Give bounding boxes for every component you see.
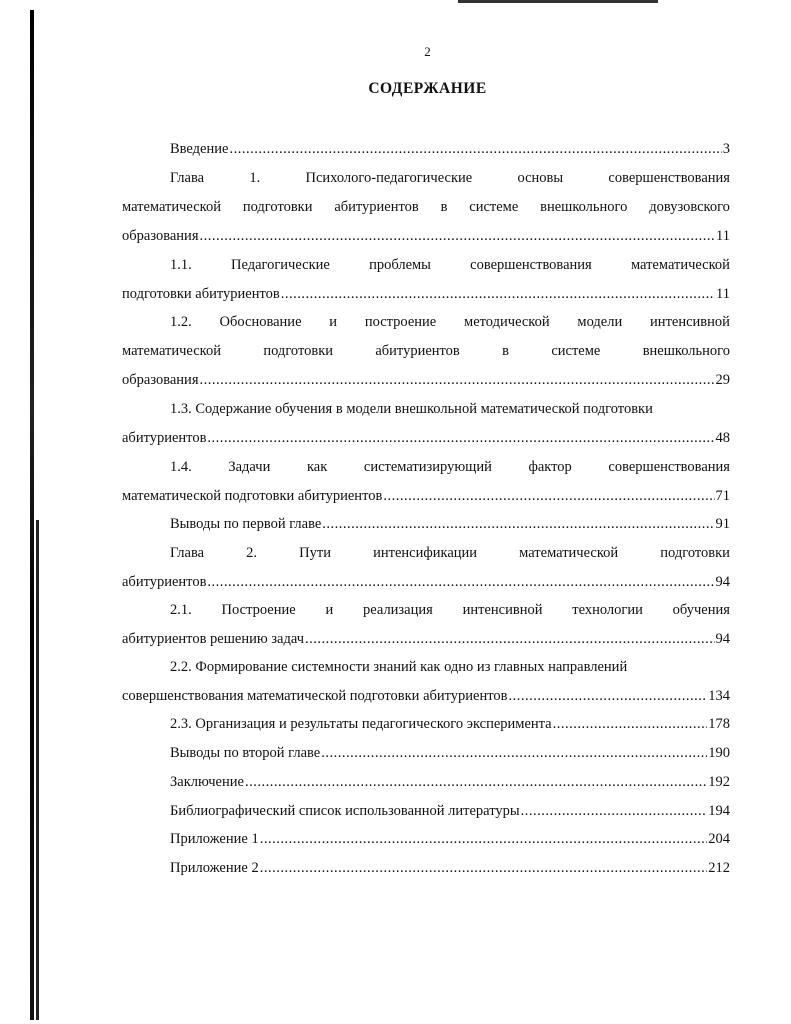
toc-entry-conclusions-ch2[interactable] xyxy=(170,744,730,762)
toc-word: довузовского xyxy=(649,199,730,215)
toc-entry-page: 212 xyxy=(708,860,730,876)
toc-word: Глава xyxy=(170,170,205,186)
toc-entry-s2-1-line2[interactable] xyxy=(122,630,730,648)
leader-dots xyxy=(229,140,721,158)
toc-entry-ch1-line1[interactable] xyxy=(170,169,730,187)
toc-word: внешкольного xyxy=(540,199,628,215)
toc-entry-text: абитуриентов решению задач xyxy=(122,631,304,647)
leader-dots xyxy=(553,715,708,733)
toc-entry-page: 94 xyxy=(715,631,730,647)
toc-word: в xyxy=(440,199,448,215)
toc-word: построение xyxy=(364,314,437,330)
toc-entry-page: 71 xyxy=(715,488,730,504)
toc-entry-text: подготовки абитуриентов xyxy=(122,286,280,302)
scan-edge-shadow xyxy=(30,10,34,1020)
toc-entry-ch1-line2[interactable] xyxy=(122,198,730,216)
toc-entry-s1-2-line2[interactable] xyxy=(122,342,730,360)
toc-word: обучения xyxy=(672,602,730,618)
toc-entry-text: Заключение xyxy=(170,774,244,790)
toc-word: 1.1. xyxy=(170,257,192,273)
toc-entry-s1-1-line1[interactable] xyxy=(170,256,730,274)
toc-word: модели xyxy=(577,314,623,330)
page-number: 2 xyxy=(424,44,431,59)
leader-dots xyxy=(260,859,708,877)
leader-dots xyxy=(207,429,714,447)
leader-dots xyxy=(322,515,714,533)
toc-word: совершенствования xyxy=(608,459,730,475)
toc-entry-page: 91 xyxy=(715,516,730,532)
scan-edge-shadow-inner xyxy=(36,520,39,1020)
toc-word: абитуриентов xyxy=(375,343,460,359)
toc-entry-s1-4-line1[interactable] xyxy=(170,458,730,476)
toc-entry-page: 134 xyxy=(708,688,730,704)
toc-word: Глава xyxy=(170,545,205,561)
toc-entry-s1-3-line1[interactable]: 1.3. Содержание обучения в модели внешкольной математической подготовки xyxy=(170,401,653,417)
toc-word: систематизирующий xyxy=(363,459,492,475)
toc-entry-ch2-line1[interactable] xyxy=(170,544,730,562)
toc-word: Психолого-педагогические xyxy=(305,170,473,186)
toc-entry-text: Выводы по первой главе xyxy=(170,516,322,532)
toc-word: подготовки xyxy=(660,545,730,561)
toc-word: интенсификации xyxy=(373,545,478,561)
toc-entry-s2-2-line1[interactable]: 2.2. Формирование системности знаний как одно из главных направлений xyxy=(170,659,628,675)
toc-entry-page: 48 xyxy=(715,430,730,446)
toc-word: фактор xyxy=(528,459,572,475)
toc-entry-page: 178 xyxy=(708,716,730,732)
toc-word: технологии xyxy=(572,602,643,618)
toc-word: Пути xyxy=(299,545,331,561)
toc-entry-s2-2-line2[interactable] xyxy=(122,687,730,705)
leader-dots xyxy=(383,487,714,505)
toc-word: и xyxy=(329,314,338,330)
toc-word: Построение xyxy=(221,602,296,618)
leader-dots xyxy=(200,227,716,245)
toc-word: математической xyxy=(630,257,730,273)
toc-word: математической xyxy=(122,199,221,215)
toc-word: подготовки xyxy=(242,199,313,215)
toc-entry-intro[interactable] xyxy=(170,140,730,158)
toc-entry-text: совершенствования математической подготовки абитуриентов xyxy=(122,688,508,704)
toc-entry-page: 192 xyxy=(708,774,730,790)
toc-entry-s2-1-line1[interactable] xyxy=(170,601,730,619)
toc-word: реализация xyxy=(363,602,433,618)
toc-entry-bibliography[interactable] xyxy=(170,802,730,820)
toc-word: системе xyxy=(469,199,519,215)
toc-word: Обоснование xyxy=(219,314,302,330)
toc-entry-text: образования xyxy=(122,228,199,244)
toc-entry-page: 11 xyxy=(716,286,730,302)
toc-entry-text: абитуриентов xyxy=(122,430,207,446)
toc-word: методической xyxy=(464,314,550,330)
toc-word: в xyxy=(502,343,509,359)
toc-word: 2. xyxy=(246,545,258,561)
toc-entry-s1-2-line1[interactable] xyxy=(170,313,730,331)
leader-dots xyxy=(305,630,715,648)
toc-word: Педагогические xyxy=(230,257,330,273)
toc-entry-text: Приложение 1 xyxy=(170,831,259,847)
toc-entry-text: математической подготовки абитуриентов xyxy=(122,488,383,504)
toc-entry-page: 194 xyxy=(708,803,730,819)
toc-entry-text: Библиографический список использованной литературы xyxy=(170,803,520,819)
toc-entry-s1-1-line2[interactable] xyxy=(122,285,730,303)
toc-entry-ch1-line3[interactable] xyxy=(122,227,730,245)
toc-word: интенсивной xyxy=(462,602,543,618)
toc-entry-text: Выводы по второй главе xyxy=(170,745,321,761)
toc-word: подготовки xyxy=(263,343,334,359)
toc-entry-ch2-line2[interactable] xyxy=(122,573,730,591)
toc-word: 1.4. xyxy=(170,459,192,475)
toc-entry-text: 2.3. Организация и результаты педагогического эксперимента xyxy=(170,716,552,732)
toc-word: интенсивной xyxy=(650,314,730,330)
toc-word: совершенствования xyxy=(470,257,592,273)
leader-dots xyxy=(207,573,714,591)
toc-entry-s1-3-line2[interactable] xyxy=(122,429,730,447)
toc-entry-text: абитуриентов xyxy=(122,574,207,590)
toc-word: проблемы xyxy=(369,257,431,273)
toc-entry-page: 29 xyxy=(715,372,730,388)
toc-entry-text: Приложение 2 xyxy=(170,860,259,876)
toc-entry-s1-2-line3[interactable] xyxy=(122,371,730,389)
toc-entry-conclusion[interactable] xyxy=(170,773,730,791)
scan-top-line xyxy=(458,0,658,3)
toc-word: совершенствования xyxy=(608,170,730,186)
toc-word: математической xyxy=(519,545,619,561)
leader-dots xyxy=(321,744,707,762)
leader-dots xyxy=(281,285,715,303)
toc-entry-s1-4-line2[interactable] xyxy=(122,487,730,505)
toc-entry-s2-3[interactable] xyxy=(170,715,730,733)
toc-word: системе xyxy=(551,343,601,359)
page-title: СОДЕРЖАНИЕ xyxy=(368,80,487,97)
toc-word: как xyxy=(306,459,328,475)
toc-word: основы xyxy=(517,170,564,186)
toc-entry-page: 94 xyxy=(715,574,730,590)
leader-dots xyxy=(260,830,708,848)
toc-entry-page: 190 xyxy=(708,745,730,761)
toc-word: и xyxy=(325,602,334,618)
leader-dots xyxy=(200,371,715,389)
toc-word: математической xyxy=(122,343,221,359)
toc-word: 1.2. xyxy=(170,314,192,330)
toc-entry-page: 204 xyxy=(708,831,730,847)
toc-word: внешкольного xyxy=(642,343,730,359)
toc-entry-conclusions-ch1[interactable] xyxy=(170,515,730,533)
toc-entry-text: образования xyxy=(122,372,199,388)
toc-word: 1. xyxy=(249,170,261,186)
leader-dots xyxy=(508,687,707,705)
toc-word: Задачи xyxy=(228,459,271,475)
toc-word: 2.1. xyxy=(170,602,192,618)
leader-dots xyxy=(521,802,708,820)
leader-dots xyxy=(245,773,707,791)
toc-word: абитуриентов xyxy=(334,199,419,215)
toc-entry-page: 3 xyxy=(722,141,730,157)
toc-entry-page: 11 xyxy=(716,228,730,244)
toc-entry-appendix-1[interactable] xyxy=(170,830,730,848)
toc-entry-text: Введение xyxy=(170,141,229,157)
toc-entry-appendix-2[interactable] xyxy=(170,859,730,877)
